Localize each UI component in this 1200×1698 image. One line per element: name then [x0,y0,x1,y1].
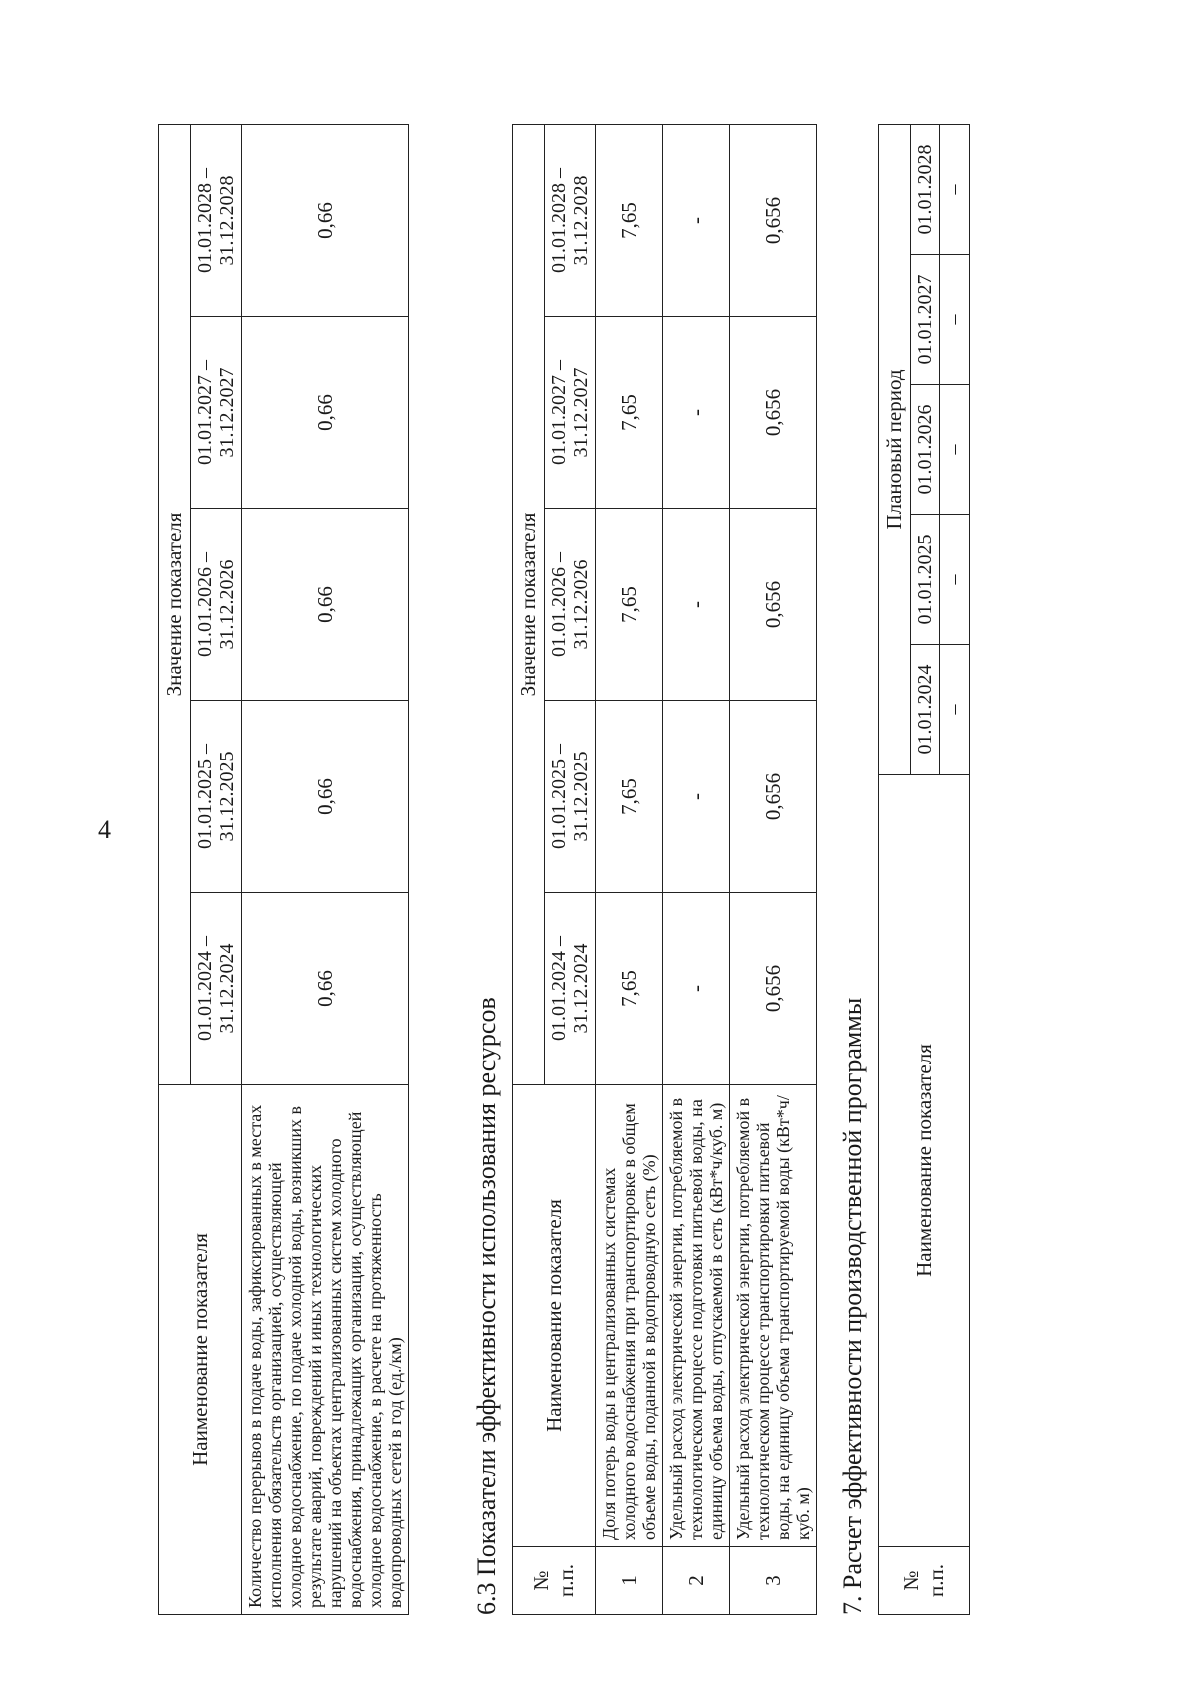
indicator-value: 0,656 [730,701,817,893]
indicator-value: 0,66 [242,509,409,701]
table-row [596,124,663,1614]
table-resource-efficiency [512,124,817,1615]
column-header-number: № п.п. [879,1547,970,1615]
row-number: 3 [730,1547,817,1615]
indicator-value: 0,66 [242,893,409,1085]
period-header: 01.01.2025 – 31.12.2025 [191,701,242,893]
indicator-value: 7,65 [596,893,663,1085]
indicator-value: 0,66 [242,701,409,893]
indicator-value: 7,65 [596,317,663,509]
date-header: 01.01.2026 [911,385,940,515]
column-header-name: Наименование показателя [513,1085,596,1547]
indicator-name: Доля потерь воды в централизованных системах холодного водоснабжения при транспортировке в общем объеме воды, поданной в водопроводную сеть (%) [596,1085,663,1547]
indicator-name: Количество перерывов в подаче воды, зафиксированных в местах исполнения обязательств организацией, осуществляющей холодное водоснабжение, по подаче холодной воды, возникших в результате аварий, повреждений и иных технологических нарушений на объектах централизованных систем холодного водоснабжения, принадлежащих организации, осуществляющей холодное водоснабжение, в расчете на протяженность водопроводных сетей в год (ед./км) [242,1085,409,1615]
section-heading-6-3: 6.3 Показатели эффективности использования ресурсов [472,997,501,1615]
indicator-value: 0,656 [730,893,817,1085]
table-row [242,124,409,1614]
indicator-value: 0,656 [730,124,817,316]
column-header-value: Значение показателя [513,124,545,1084]
date-header: 01.01.2027 [911,255,940,385]
indicator-name: Удельный расход электрической энергии, потребляемой в технологическом процессе подготовки питьевой воды, на единицу объема воды, отпускаемой в сеть (кВт*ч/куб. м) [663,1085,730,1547]
period-header: 01.01.2026 – 31.12.2026 [191,509,242,701]
column-header-value: Значение показателя [159,124,191,1084]
indicator-value: - [663,509,730,701]
period-header: 01.01.2027 – 31.12.2027 [545,317,596,509]
table-row [663,124,730,1614]
period-header: 01.01.2027 – 31.12.2027 [191,317,242,509]
date-header: 01.01.2028 [911,124,940,254]
indicator-value: 0,66 [242,317,409,509]
column-header-name: Наименование показателя [159,1085,242,1615]
period-header: 01.01.2028 – 31.12.2028 [545,124,596,316]
period-header: 01.01.2025 – 31.12.2025 [545,701,596,893]
indicator-name: Удельный расход электрической энергии, потребляемой в технологическом процессе транспортировки питьевой воды, на единицу объема транспортируемой воды (кВт*ч/куб. м) [730,1085,817,1547]
period-header: 01.01.2028 – 31.12.2028 [191,124,242,316]
indicator-value: 7,65 [596,701,663,893]
period-value: – [940,645,970,775]
indicator-value: 0,66 [242,124,409,316]
period-value: – [940,124,970,254]
period-value: – [940,515,970,645]
table-program-efficiency [878,124,970,1615]
table-row [730,124,817,1614]
row-number: 2 [663,1547,730,1615]
period-header: 01.01.2024 – 31.12.2024 [191,893,242,1085]
table-interruptions [158,124,409,1615]
rotated-content [150,80,1200,1660]
period-value: – [940,255,970,385]
row-number: 1 [596,1547,663,1615]
date-header: 01.01.2024 [911,645,940,775]
indicator-value: 7,65 [596,124,663,316]
page-number: 4 [98,815,111,844]
period-value: – [940,385,970,515]
indicator-value: 7,65 [596,509,663,701]
indicator-value: - [663,893,730,1085]
column-header-name: Наименование показателя [879,775,970,1547]
section-heading-7: 7. Расчет эффективности производственной программы [838,997,867,1615]
column-header-period: Плановый период [879,124,911,774]
period-header: 01.01.2024 – 31.12.2024 [545,893,596,1085]
indicator-value: 0,656 [730,509,817,701]
date-header: 01.01.2025 [911,515,940,645]
period-header: 01.01.2026 – 31.12.2026 [545,509,596,701]
column-header-number: № п.п. [513,1547,596,1615]
indicator-value: - [663,317,730,509]
indicator-value: 0,656 [730,317,817,509]
indicator-value: - [663,124,730,316]
indicator-value: - [663,701,730,893]
